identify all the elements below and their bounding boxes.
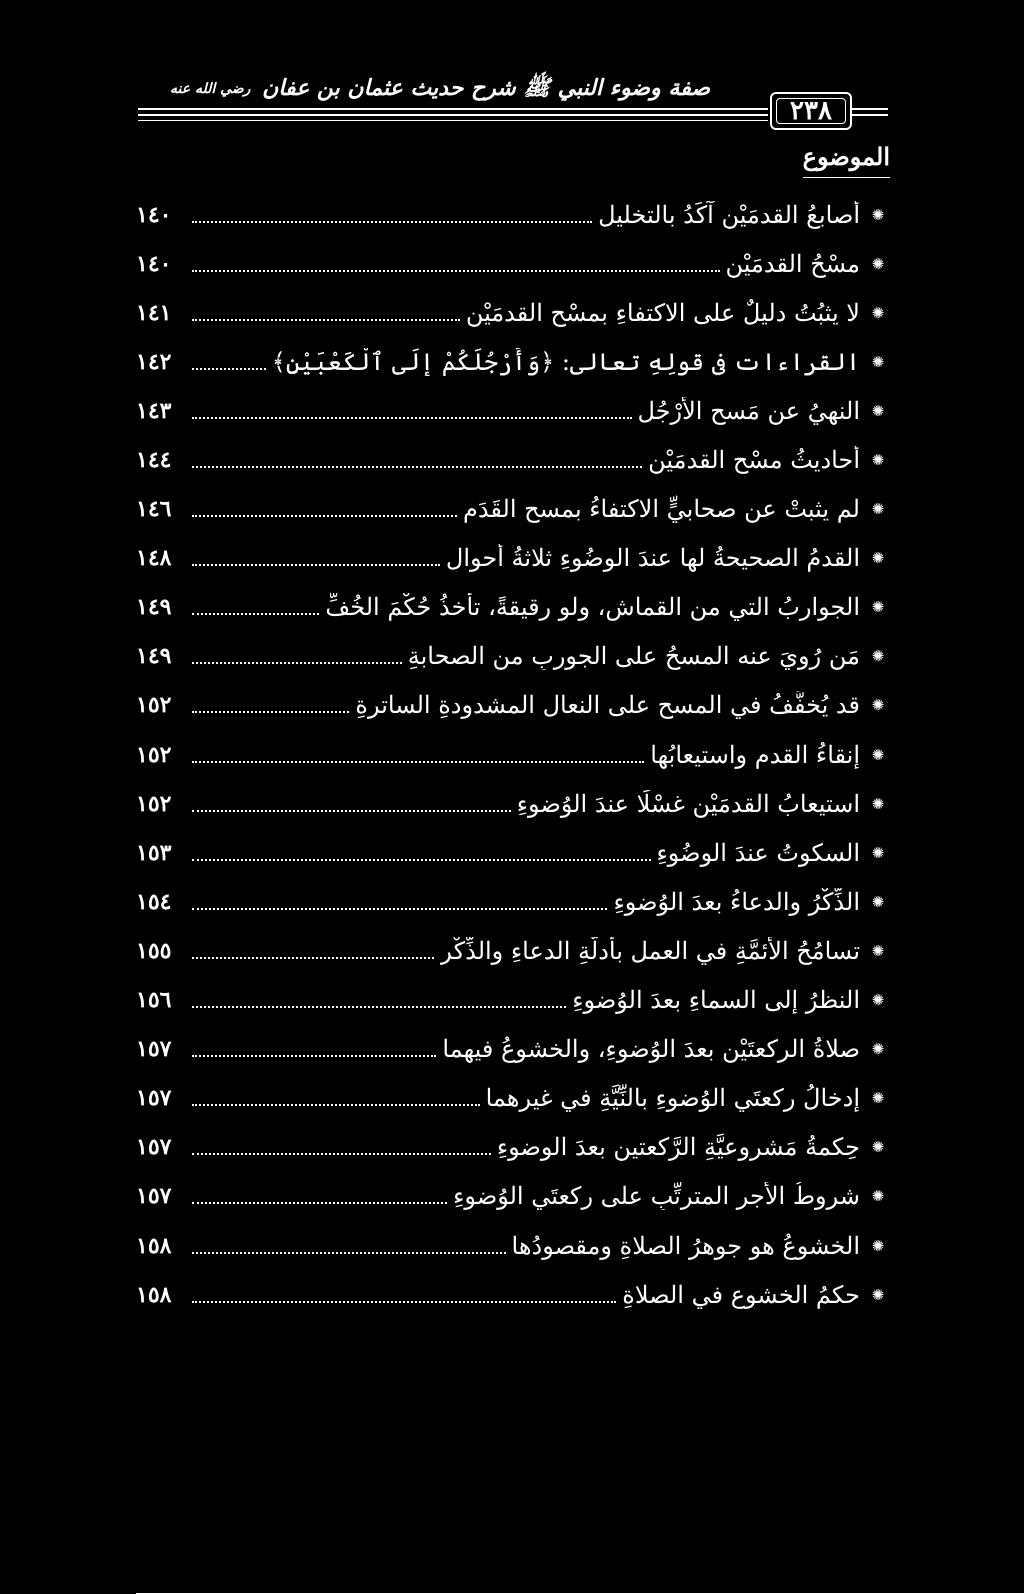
- toc-entry-title: صلاةُ الركعتَيْنِ بعدَ الوُضوءِ، والخشوعُ فيهما: [442, 1035, 860, 1064]
- toc-entry-page: ١٥٣: [136, 839, 172, 866]
- bullet-icon: ✺: [871, 892, 885, 911]
- bullet-icon: ✺: [871, 843, 885, 862]
- dot-leader: [192, 564, 440, 566]
- toc-entry: [136, 926, 888, 975]
- bullet-icon: ✺: [871, 647, 885, 666]
- toc-entry-title: قد يُخفَّفُ في المسحِ على النعالِ المشدودةِ الساترةِ: [355, 691, 860, 720]
- toc-entry: [136, 1123, 888, 1172]
- toc-entry-page: ١٥٧: [136, 1134, 172, 1161]
- toc-entry: [136, 435, 888, 484]
- toc-entry-page: ١٥٨: [136, 1232, 172, 1259]
- toc-entry-page: ١٥٢: [136, 741, 172, 768]
- toc-entry-page: ١٤٨: [136, 545, 172, 572]
- companion-seal: رضي الله عنه: [170, 81, 251, 97]
- toc-entry-title: النهيُ عن مَسحِ الأَرْجُلِ: [637, 396, 860, 425]
- toc-entry-title: السكوتُ عندَ الوضُوءِ: [656, 838, 860, 867]
- header-rule: [138, 120, 768, 121]
- toc-entry: [136, 1270, 888, 1319]
- dot-leader: [192, 810, 511, 812]
- toc-entry: [136, 877, 888, 926]
- book-title: [138, 74, 738, 106]
- toc-entry: [136, 1074, 888, 1123]
- toc-entry-title: القدمُ الصحيحةُ لها عندَ الوضُوءِ ثلاثةُ أحوالٍ: [445, 544, 860, 573]
- toc-entry-page: ١٥٦: [136, 987, 172, 1014]
- dot-leader: [192, 711, 349, 713]
- toc-entry-title: الخشوعُ هو جوهرُ الصلاةِ ومقصودُها: [511, 1231, 860, 1260]
- bullet-icon: ✺: [871, 1138, 885, 1157]
- bullet-icon: ✺: [871, 451, 885, 470]
- toc-entry: [136, 583, 888, 632]
- page-number-text: ٢٣٨: [790, 96, 832, 126]
- header-rule: [852, 114, 888, 116]
- running-header: [138, 74, 888, 130]
- dot-leader: [192, 957, 434, 959]
- toc-entry-page: ١٤١: [136, 299, 172, 326]
- toc-entry: [136, 828, 888, 877]
- bullet-icon: ✺: [871, 500, 885, 519]
- toc-entry-page: ١٤٠: [136, 201, 172, 228]
- bullet-icon: ✺: [871, 598, 885, 617]
- toc-entry: [136, 779, 888, 828]
- toc-entry: [136, 386, 888, 435]
- toc-entry: [136, 1025, 888, 1074]
- dot-leader: [192, 859, 651, 861]
- toc-entry-page: ١٤٣: [136, 397, 172, 424]
- bullet-icon: ✺: [871, 254, 885, 273]
- dot-leader: [192, 221, 592, 223]
- toc-entry-page: ١٥٢: [136, 790, 172, 817]
- toc-entry-title: أصابعُ القدمَيْن آكَدُ بالتخليل: [598, 200, 860, 229]
- page-number: [770, 92, 852, 130]
- toc-entry-page: ١٥٢: [136, 692, 172, 719]
- bullet-icon: ✺: [871, 205, 885, 224]
- toc-entry: [136, 239, 888, 288]
- toc-entry: [136, 337, 888, 386]
- dot-leader: [192, 417, 632, 419]
- bullet-icon: ✺: [871, 1040, 885, 1059]
- toc-entry-title: النظرُ إلى السماءِ بعدَ الوُضوءِ: [572, 986, 860, 1015]
- dot-leader: [192, 319, 460, 321]
- bullet-icon: ✺: [871, 303, 885, 322]
- book-title-text: صفة وضوء النبي ﷺ شرح حديث عثمان بن عفان: [262, 75, 710, 101]
- toc-entry-title: حكمُ الخشوعِ في الصلاةِ: [622, 1280, 860, 1309]
- bullet-icon: ✺: [871, 549, 885, 568]
- toc-entry: [136, 534, 888, 583]
- dot-leader: [192, 270, 720, 272]
- toc-entry-page: ١٥٥: [136, 937, 172, 964]
- toc-entry-title: مسْحُ القدمَيْن: [725, 249, 860, 278]
- toc-entry-title: حِكمةُ مَشروعيَّةِ الرَّكعتينِ بعدَ الوضوءِ: [496, 1133, 860, 1162]
- toc-entry-title: لا يثبُتُ دليلٌ على الاكتفاءِ بمسْحِ القدمَيْنِ: [465, 298, 860, 327]
- bullet-icon: ✺: [871, 1187, 885, 1206]
- dot-leader: [192, 515, 457, 517]
- toc-entry: [136, 485, 888, 534]
- toc-entry-page: ١٤٢: [136, 348, 172, 375]
- dot-leader: [192, 368, 266, 370]
- dot-leader: [192, 761, 644, 763]
- toc-entry-page: ١٥٨: [136, 1281, 172, 1308]
- toc-entry: [136, 190, 888, 239]
- toc-entry-page: ١٤٩: [136, 594, 172, 621]
- toc-entry-title: استيعابُ القدمَيْنِ غسْلًا عندَ الوُضوءِ: [516, 789, 860, 818]
- dot-leader: [192, 466, 642, 468]
- toc-entry-title: مَن رُوِيَ عنه المسحُ على الجوربِ من الصحابةِ: [407, 642, 860, 671]
- toc-entry-page: ١٤٦: [136, 496, 172, 523]
- dot-leader: [192, 662, 402, 664]
- toc-entry-title: القراءات في قولِهِ تعالى: ﴿وَأَرْجُلَكُمْ إِلَى ٱلْكَعْبَيْنِ﴾: [271, 347, 860, 376]
- toc-entry-title: لم يثبتْ عن صحابيٍّ الاكتفاءُ بمسحِ القَدَمِ: [462, 495, 860, 524]
- toc-entry-page: ١٥٤: [136, 888, 172, 915]
- toc-entry-title: إدخالُ ركعتَيِ الوُضوءِ بالنِّيَّةِ في غيرِهما: [485, 1084, 860, 1113]
- toc-entry-title: شروطُ الأجرِ المترتِّبِ على ركعتَيِ الوُضوءِ: [453, 1182, 860, 1211]
- dot-leader: [192, 1202, 447, 1204]
- bullet-icon: ✺: [871, 1236, 885, 1255]
- toc-entry-title: تسامُحُ الأئمَّةِ في العملِ بأدلَّةِ الدعاءِ والذِّكْرِ: [440, 936, 860, 965]
- toc-entry: [136, 1172, 888, 1221]
- dot-leader: [192, 1252, 506, 1254]
- toc-entry: [136, 632, 888, 681]
- toc-entry-page: ١٥٧: [136, 1085, 172, 1112]
- dot-leader: [192, 1006, 566, 1008]
- bullet-icon: ✺: [871, 991, 885, 1010]
- header-rule: [138, 108, 768, 110]
- dot-leader: [192, 1301, 616, 1303]
- bullet-icon: ✺: [871, 794, 885, 813]
- bullet-icon: ✺: [871, 745, 885, 764]
- bullet-icon: ✺: [871, 401, 885, 420]
- header-rule: [852, 108, 888, 110]
- dot-leader: [192, 1055, 436, 1057]
- toc-entry: [136, 976, 888, 1025]
- header-rule: [138, 114, 768, 116]
- toc-list: [136, 190, 888, 1319]
- toc-entry-title: الذِّكْرُ والدعاءُ بعدَ الوُضوءِ: [613, 887, 860, 916]
- toc-entry-title: الجواربُ التي من القماشِ، ولو رقيقةً، تأخذُ حُكْمَ الخُفِّ: [325, 593, 860, 622]
- bullet-icon: ✺: [871, 941, 885, 960]
- toc-entry: [136, 288, 888, 337]
- toc-entry-page: ١٥٧: [136, 1036, 172, 1063]
- toc-entry-page: ١٤٤: [136, 447, 172, 474]
- dot-leader: [192, 1104, 480, 1106]
- toc-entry-title: إنقاءُ القدمِ واستيعابُها: [650, 740, 860, 769]
- toc-entry: [136, 1221, 888, 1270]
- dot-leader: [192, 1153, 491, 1155]
- dot-leader: [192, 613, 319, 615]
- toc-entry-page: ١٤٠: [136, 250, 172, 277]
- toc-entry: [136, 681, 888, 730]
- bullet-icon: ✺: [871, 696, 885, 715]
- bullet-icon: ✺: [871, 352, 885, 371]
- dot-leader: [192, 908, 607, 910]
- column-heading-topic: الموضوع: [803, 142, 890, 178]
- toc-entry-title: أحاديثُ مسْحِ القدمَيْنِ: [648, 446, 860, 475]
- toc-entry-page: ١٤٩: [136, 643, 172, 670]
- bullet-icon: ✺: [871, 1089, 885, 1108]
- toc-entry: [136, 730, 888, 779]
- bullet-icon: ✺: [871, 1285, 885, 1304]
- toc-entry-page: ١٥٧: [136, 1183, 172, 1210]
